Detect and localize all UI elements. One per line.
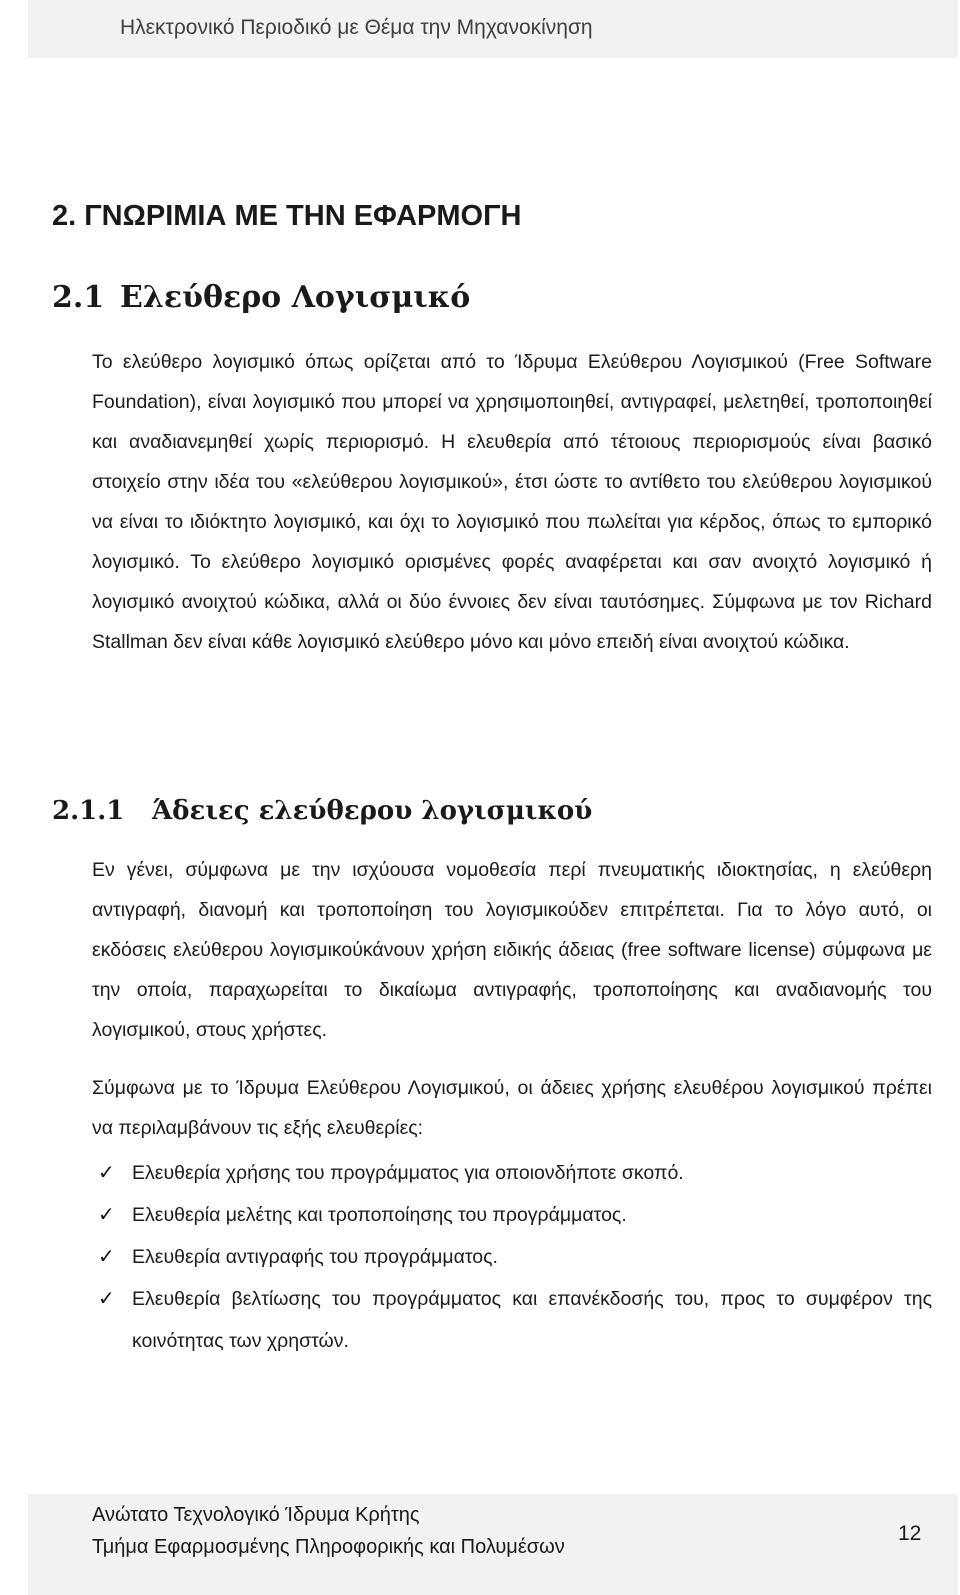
subsection-paragraph-2: Σύμφωνα με το Ίδρυμα Ελεύθερου Λογισμικού, οι άδειες χρήσης ελευθέρου λογισμικού πρέπει να περιλαμβάνουν τις εξής ελευθερίες: xyxy=(92,1077,932,1139)
section-heading xyxy=(52,280,470,315)
header-title: Ηλεκτρονικό Περιοδικό με Θέμα την Μηχανοκίνηση xyxy=(120,16,593,39)
section-title: Ελεύθερο Λογισμικό xyxy=(120,280,471,315)
subsection-paragraph-1: Εν γένει, σύμφωνα με την ισχύουσα νομοθεσία περί πνευματικής ιδιοκτησίας, η ελεύθερη αντιγραφή, διανομή και τροποποίηση του λογισμικούδεν επιτρέπεται. Για το λόγο αυτό, οι εκδόσεις ελεύθερου λογισμικούκάνουν χρήση ειδικής άδειας (free software license) σύμφωνα με την οποία, παραχωρείται το δικαίωμα αντιγραφής, τροποποίησης και αναδιανομής του λογισμικού, στους χρήστες. xyxy=(92,859,932,1041)
checkmark-icon: ✓ xyxy=(98,1162,115,1184)
page-footer xyxy=(28,1494,958,1595)
page-number: 12 xyxy=(898,1522,922,1545)
checkmark-icon: ✓ xyxy=(98,1288,115,1310)
chapter-title: 2. ΓΝΩΡΙΜΙΑ ΜΕ ΤΗΝ ΕΦΑΡΜΟΓΗ xyxy=(52,200,522,232)
subsection-number: 2.1.1 xyxy=(52,796,125,826)
checkmark-icon: ✓ xyxy=(98,1204,115,1226)
section-number: 2.1 xyxy=(52,280,105,315)
section-paragraph: Το ελεύθερο λογισμικό όπως ορίζεται από το Ίδρυμα Ελεύθερου Λογισμικού (Free Software Foundation), είναι λογισμικό που μπορεί να χρησιμοποιηθεί, αντιγραφεί, μελετηθεί, τροποποιηθεί και αναδιανεμηθεί χωρίς περιορισμό. Η ελευθερία από τέτοιους περιορισμούς είναι βασικό στοιχείο στην ιδέα του «ελεύθερου λογισμικού», έτσι ώστε το αντίθετο του ελεύθερου λογισμικού να είναι το ιδιόκτητο λογισμικό, και όχι το λογισμικό που πωλείται για κέρδος, όπως το εμπορικό λογισμικό. Το ελεύθερο λογισμικό ορισμένες φορές αναφέρεται και σαν ανοιχτό λογισμικό ή λογισμικό ανοιχτού κώδικα, αλλά οι δύο έννοιες δεν είναι ταυτόσημες. Σύμφωνα με τον Richard Stallman δεν είναι κάθε λογισμικό ελεύθερο μόνο και μόνο επειδή είναι ανοιχτού κώδικα. xyxy=(92,351,932,653)
subsection-title: Άδειες ελεύθερου λογισμικού xyxy=(152,796,593,826)
list-item: ✓ Ελευθερία αντιγραφής του προγράμματος. xyxy=(92,1236,932,1278)
list-item: ✓ Ελευθερία μελέτης και τροποποίησης του προγράμματος. xyxy=(92,1194,932,1236)
subsection-heading xyxy=(52,796,592,826)
checkmark-icon: ✓ xyxy=(98,1246,115,1268)
footer-institution: Ανώτατο Τεχνολογικό Ίδρυμα Κρήτης xyxy=(92,1504,420,1526)
page-header xyxy=(28,0,958,58)
footer-department: Τμήμα Εφαρμοσμένης Πληροφορικής και Πολυμέσων xyxy=(92,1536,565,1558)
list-item: ✓ Ελευθερία χρήσης του προγράμματος για οποιονδήποτε σκοπό. xyxy=(92,1152,932,1194)
freedoms-list xyxy=(92,1152,932,1362)
list-item: ✓ Ελευθερία βελτίωσης του προγράμματος και επανέκδοσής του, προς το συμφέρον της κοινότητας των χρηστών. xyxy=(92,1278,932,1362)
